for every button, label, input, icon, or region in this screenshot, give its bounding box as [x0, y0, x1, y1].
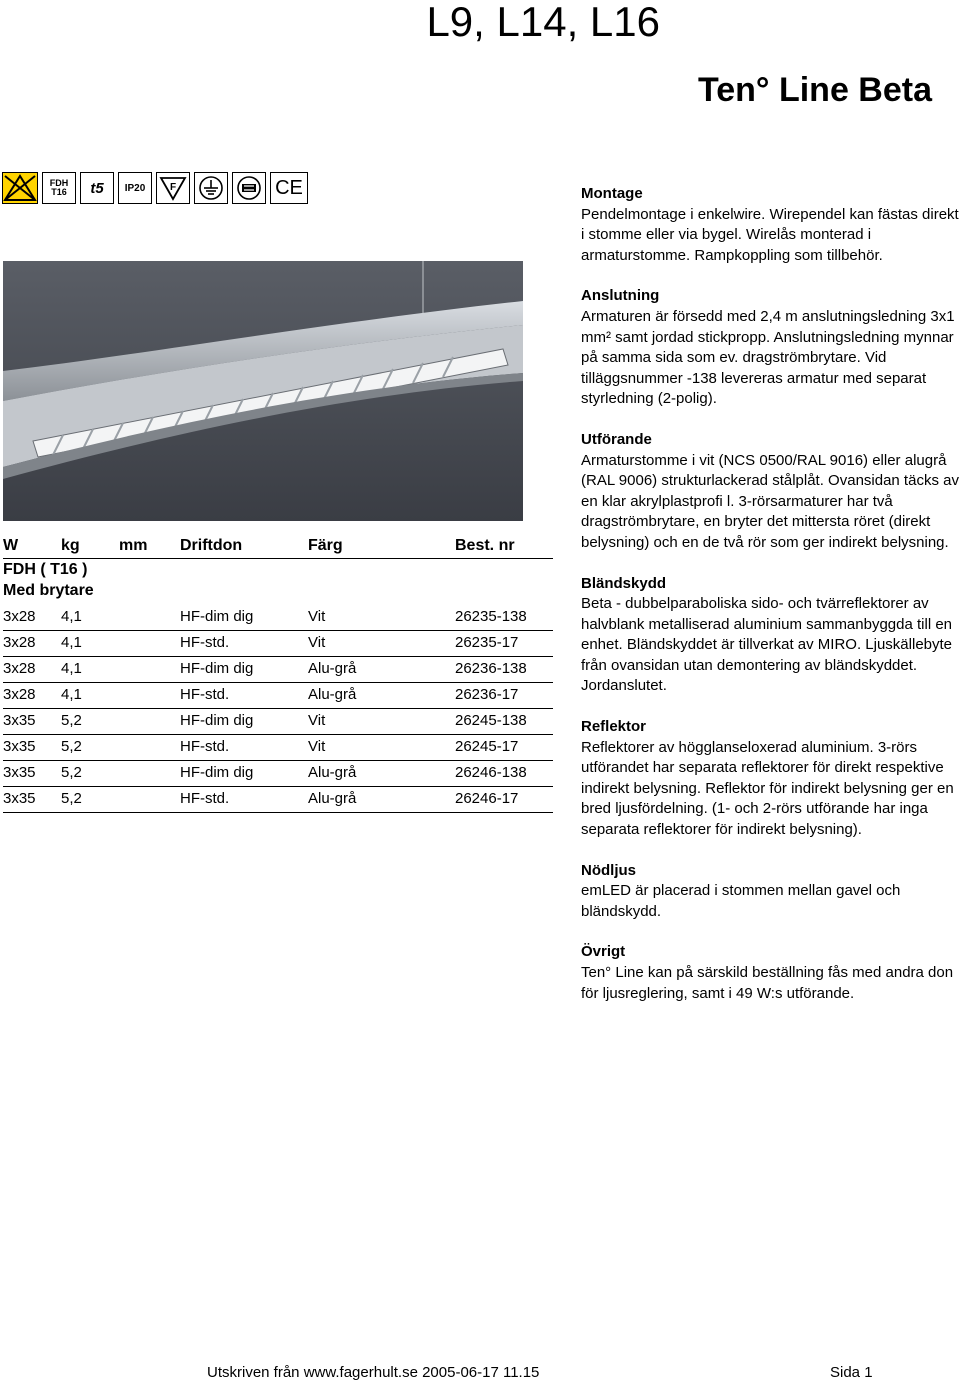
cell-best-nr: 26235-138	[455, 608, 527, 625]
cell-farg: Vit	[308, 634, 326, 651]
cell-w: 3x28	[3, 660, 36, 677]
cell-best-nr: 26236-17	[455, 686, 519, 703]
fdh-t16-badge	[42, 172, 76, 204]
svg-text:F: F	[170, 182, 177, 193]
footer-print-info: Utskriven från www.fagerhult.se 2005-06-17 11.15	[207, 1364, 540, 1381]
table-row	[3, 631, 553, 657]
col-header-kg: kg	[61, 537, 80, 554]
section-blandskydd	[581, 574, 959, 698]
section-anslutning	[581, 286, 959, 410]
product-name: Ten° Line Beta	[698, 71, 932, 109]
table-row	[3, 657, 553, 683]
section-ovrigt	[581, 942, 959, 1004]
cell-farg: Vit	[308, 608, 326, 625]
cell-w: 3x35	[3, 738, 36, 755]
ip20-label: IP20	[124, 182, 146, 194]
section-heading: Anslutning	[581, 287, 660, 305]
cell-kg: 5,2	[61, 790, 82, 807]
col-header-driftdon: Driftdon	[180, 537, 243, 554]
section-body: Armaturstomme i vit (NCS 0500/RAL 9016) eller alugrå (RAL 9006) strukturlackerad stålplåt. Ovansidan täcks av en klar akrylplastprofi l. 3-rörsarmaturer har två dragströmbrytare, en bryter det mittersta röret (direkt belysning) och en de två rör som ger indirekt belysning.	[581, 451, 959, 551]
col-header-mm: mm	[119, 537, 148, 554]
table-row	[3, 605, 553, 631]
cell-best-nr: 26245-138	[455, 712, 527, 729]
cell-kg: 4,1	[61, 634, 82, 651]
cell-w: 3x35	[3, 790, 36, 807]
cell-farg: Alu-grå	[308, 790, 357, 807]
cell-kg: 4,1	[61, 608, 82, 625]
cell-best-nr: 26235-17	[455, 634, 519, 651]
cell-driftdon: HF-dim dig	[180, 660, 254, 677]
cell-kg: 5,2	[61, 712, 82, 729]
cell-w: 3x35	[3, 764, 36, 781]
table-row	[3, 761, 553, 787]
enec-mark-icon	[232, 172, 266, 204]
cell-w: 3x28	[3, 634, 36, 651]
t5-label: t5	[90, 179, 104, 197]
cell-farg: Alu-grå	[308, 764, 357, 781]
table-header	[3, 536, 553, 559]
cell-driftdon: HF-std.	[180, 790, 230, 807]
t5-badge	[80, 172, 114, 204]
section-montage	[581, 184, 959, 266]
cell-driftdon: HF-dim dig	[180, 608, 254, 625]
section-heading: Reflektor	[581, 718, 647, 736]
ce-mark-icon	[270, 172, 308, 204]
fdh-t16-label: FDH T16	[49, 178, 69, 197]
cell-w: 3x35	[3, 712, 36, 729]
cell-farg: Vit	[308, 738, 326, 755]
cell-driftdon: HF-dim dig	[180, 712, 254, 729]
section-heading: Nödljus	[581, 861, 636, 879]
section-body: Beta - dubbelparaboliska sido- och tvärreflektorer av halvblank metalliserad aluminium sammanbyggda till en enhet. Bländskyddet är tillverkat av MIRO. Ljuskällebyte från ovansidan utan demontering av bländskyddet. Jordanslutet.	[581, 595, 953, 695]
col-header-best-nr: Best. nr	[455, 537, 515, 554]
cell-kg: 5,2	[61, 764, 82, 781]
section-heading: Övrigt	[581, 943, 626, 961]
spec-table	[3, 536, 553, 813]
section-utforande	[581, 430, 959, 554]
ce-label: CE	[275, 176, 303, 199]
cell-w: 3x28	[3, 608, 36, 625]
footer-page-number: Sida 1	[830, 1364, 873, 1381]
ip20-badge	[118, 172, 152, 204]
col-header-farg: Färg	[308, 537, 343, 554]
cell-kg: 4,1	[61, 660, 82, 677]
earth-ground-icon	[194, 172, 228, 204]
f-mark-icon	[156, 172, 190, 204]
section-heading: Utförande	[581, 430, 652, 448]
section-nodljus	[581, 861, 959, 923]
col-header-w: W	[3, 537, 19, 554]
cell-farg: Vit	[308, 712, 326, 729]
section-heading: Montage	[581, 185, 643, 202]
cell-w: 3x28	[3, 686, 36, 703]
product-photo	[3, 261, 523, 521]
cell-farg: Alu-grå	[308, 686, 357, 703]
cell-kg: 4,1	[61, 686, 82, 703]
section-body: Armaturen är försedd med 2,4 m anslutningsledning 3x1 mm² samt jordad stickpropp. Anslutningsledning mynnar på samma sida som ev. dragströmbrytare. Vid tilläggsnummer -138 levereras armatur med separat styrledning (2-polig).	[581, 307, 955, 408]
certification-strip	[2, 172, 308, 206]
warning-triangle-icon	[2, 172, 38, 204]
cell-best-nr: 26245-17	[455, 738, 519, 755]
table-row	[3, 787, 553, 813]
cell-driftdon: HF-dim dig	[180, 764, 254, 781]
section-body: Ten° Line kan på särskild beställning fås med andra don för ljusreglering, samt i 49 W:s utförande.	[581, 964, 954, 1002]
cell-driftdon: HF-std.	[180, 738, 230, 755]
section-body: Reflektorer av högglanseloxerad aluminium. 3-rörs utförandet har separata reflektorer för direkt respektive indirekt belysning. Reflektor för indirekt belysning ger en bred ljusfördelning. (1- och 2-rörs utförande har inga separata reflektorer för indirekt belysning).	[581, 738, 954, 839]
cell-driftdon: HF-std.	[180, 634, 230, 651]
cell-best-nr: 26246-17	[455, 790, 519, 807]
section-reflektor	[581, 717, 959, 841]
group-label-brytare: Med brytare	[3, 582, 94, 599]
cell-best-nr: 26246-138	[455, 764, 527, 781]
group-label-fdh: FDH ( T16 )	[3, 561, 88, 578]
cell-kg: 5,2	[61, 738, 82, 755]
section-heading: Bländskydd	[581, 574, 667, 592]
table-row	[3, 735, 553, 761]
section-body: emLED är placerad i stommen mellan gavel och bländskydd.	[581, 882, 901, 920]
cell-farg: Alu-grå	[308, 660, 357, 677]
cell-driftdon: HF-std.	[180, 686, 230, 703]
page-title: L9, L14, L16	[426, 0, 660, 45]
table-row	[3, 683, 553, 709]
description-column	[581, 184, 959, 1024]
cell-best-nr: 26236-138	[455, 660, 527, 677]
section-body: Pendelmontage i enkelwire. Wirependel kan fästas direkt i stomme eller via bygel. Wirelås monterad i armaturstomme. Rampkoppling som tillbehör.	[581, 205, 959, 264]
table-row	[3, 709, 553, 735]
